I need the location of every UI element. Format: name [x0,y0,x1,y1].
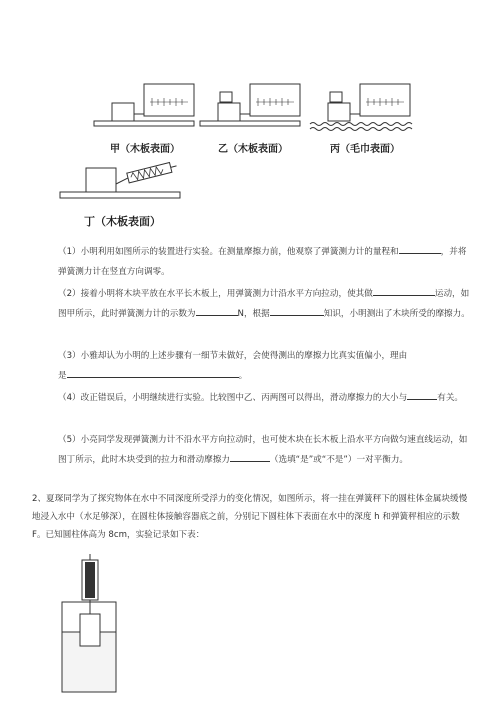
blank-7[interactable] [230,451,270,462]
blank-2[interactable] [373,285,435,296]
q1-part-3 [58,346,470,386]
blank-4[interactable] [270,305,324,316]
q1-part-1 [58,242,470,282]
q1-p2-text-b: 运动，如图甲所示，此时弹簧测力计的示数为 [58,289,470,319]
blank-3[interactable] [196,305,238,316]
figure-bing-caption: 丙（毛巾表面） [330,144,400,155]
q1-p3-text-c: 。 [238,371,248,381]
q1-p1-text-a: （1）小明利用如图所示的装置进行实验。在测量摩擦力前，他观察了弹簧测力计的量程和 [58,247,399,257]
q1-p1-text-b: ，并将弹簧测力计在竖直方向调零。 [58,247,467,277]
q1-p2-text-d: 知识，小明测出了木块所受的摩擦力。 [323,309,470,319]
q1-part-4 [58,388,470,408]
figure-spring-scale-in-water [60,552,120,702]
blank-5[interactable] [67,367,239,378]
figure-jia [92,78,202,138]
q1-part-2 [58,284,470,324]
q1-part-5 [58,430,470,470]
figure-yi-caption: 乙（木板表面） [218,144,288,155]
q1-p2-text-c: N，根据 [237,309,270,319]
q1-p5-text-a: （5）小亮同学发现弹簧测力计不沿水平方向拉动时，也可使木块在长木板上沿水平方向做匀速直线运动，如图丁所示，此时木块受到的拉力和滑动摩擦力 [58,435,468,465]
blank-1[interactable] [399,243,441,254]
q1-p4-text-a: （4）改正错误后，小明继续进行实验。比较图中乙、丙两图可以得出，滑动摩擦力的大小与 [58,393,408,403]
q1-p2-text-a: （2）接着小明将木块平放在水平长木板上，用弹簧测力计沿水平方向拉动，使其做 [58,289,373,299]
figure-ding [58,160,188,205]
figure-ding-caption: 丁（木板表面） [84,215,161,228]
figure-jia-caption: 甲（木板表面） [110,144,180,155]
q1-p5-text-b: （选填“是”或“不是”）一对平衡力。 [269,455,409,465]
q1-p4-text-b: 有关。 [437,393,464,403]
q1-p3-text-b: 是 [58,371,67,381]
q1-p3-text-a: （3）小雅却认为小明的上述步骤有一细节未做好，会使得测出的摩擦力比真实值偏小，理由 [58,351,408,361]
figure-yi [198,78,308,138]
figure-bing [308,78,418,138]
blank-6[interactable] [407,389,437,400]
q2-text: 2、夏琛同学为了探究物体在水中不同深度所受浮力的变化情况，如图所示，将一挂在弹簧秤下的圆柱体金属块缓慢地浸入水中（水足够深），在圆柱体接触容器底之前，分别记下圆柱体下表面在水中的深度 h 和弹簧秤相应的示数 F。已知圆柱体高为 8cm，实验记录如下表： [32,494,468,540]
